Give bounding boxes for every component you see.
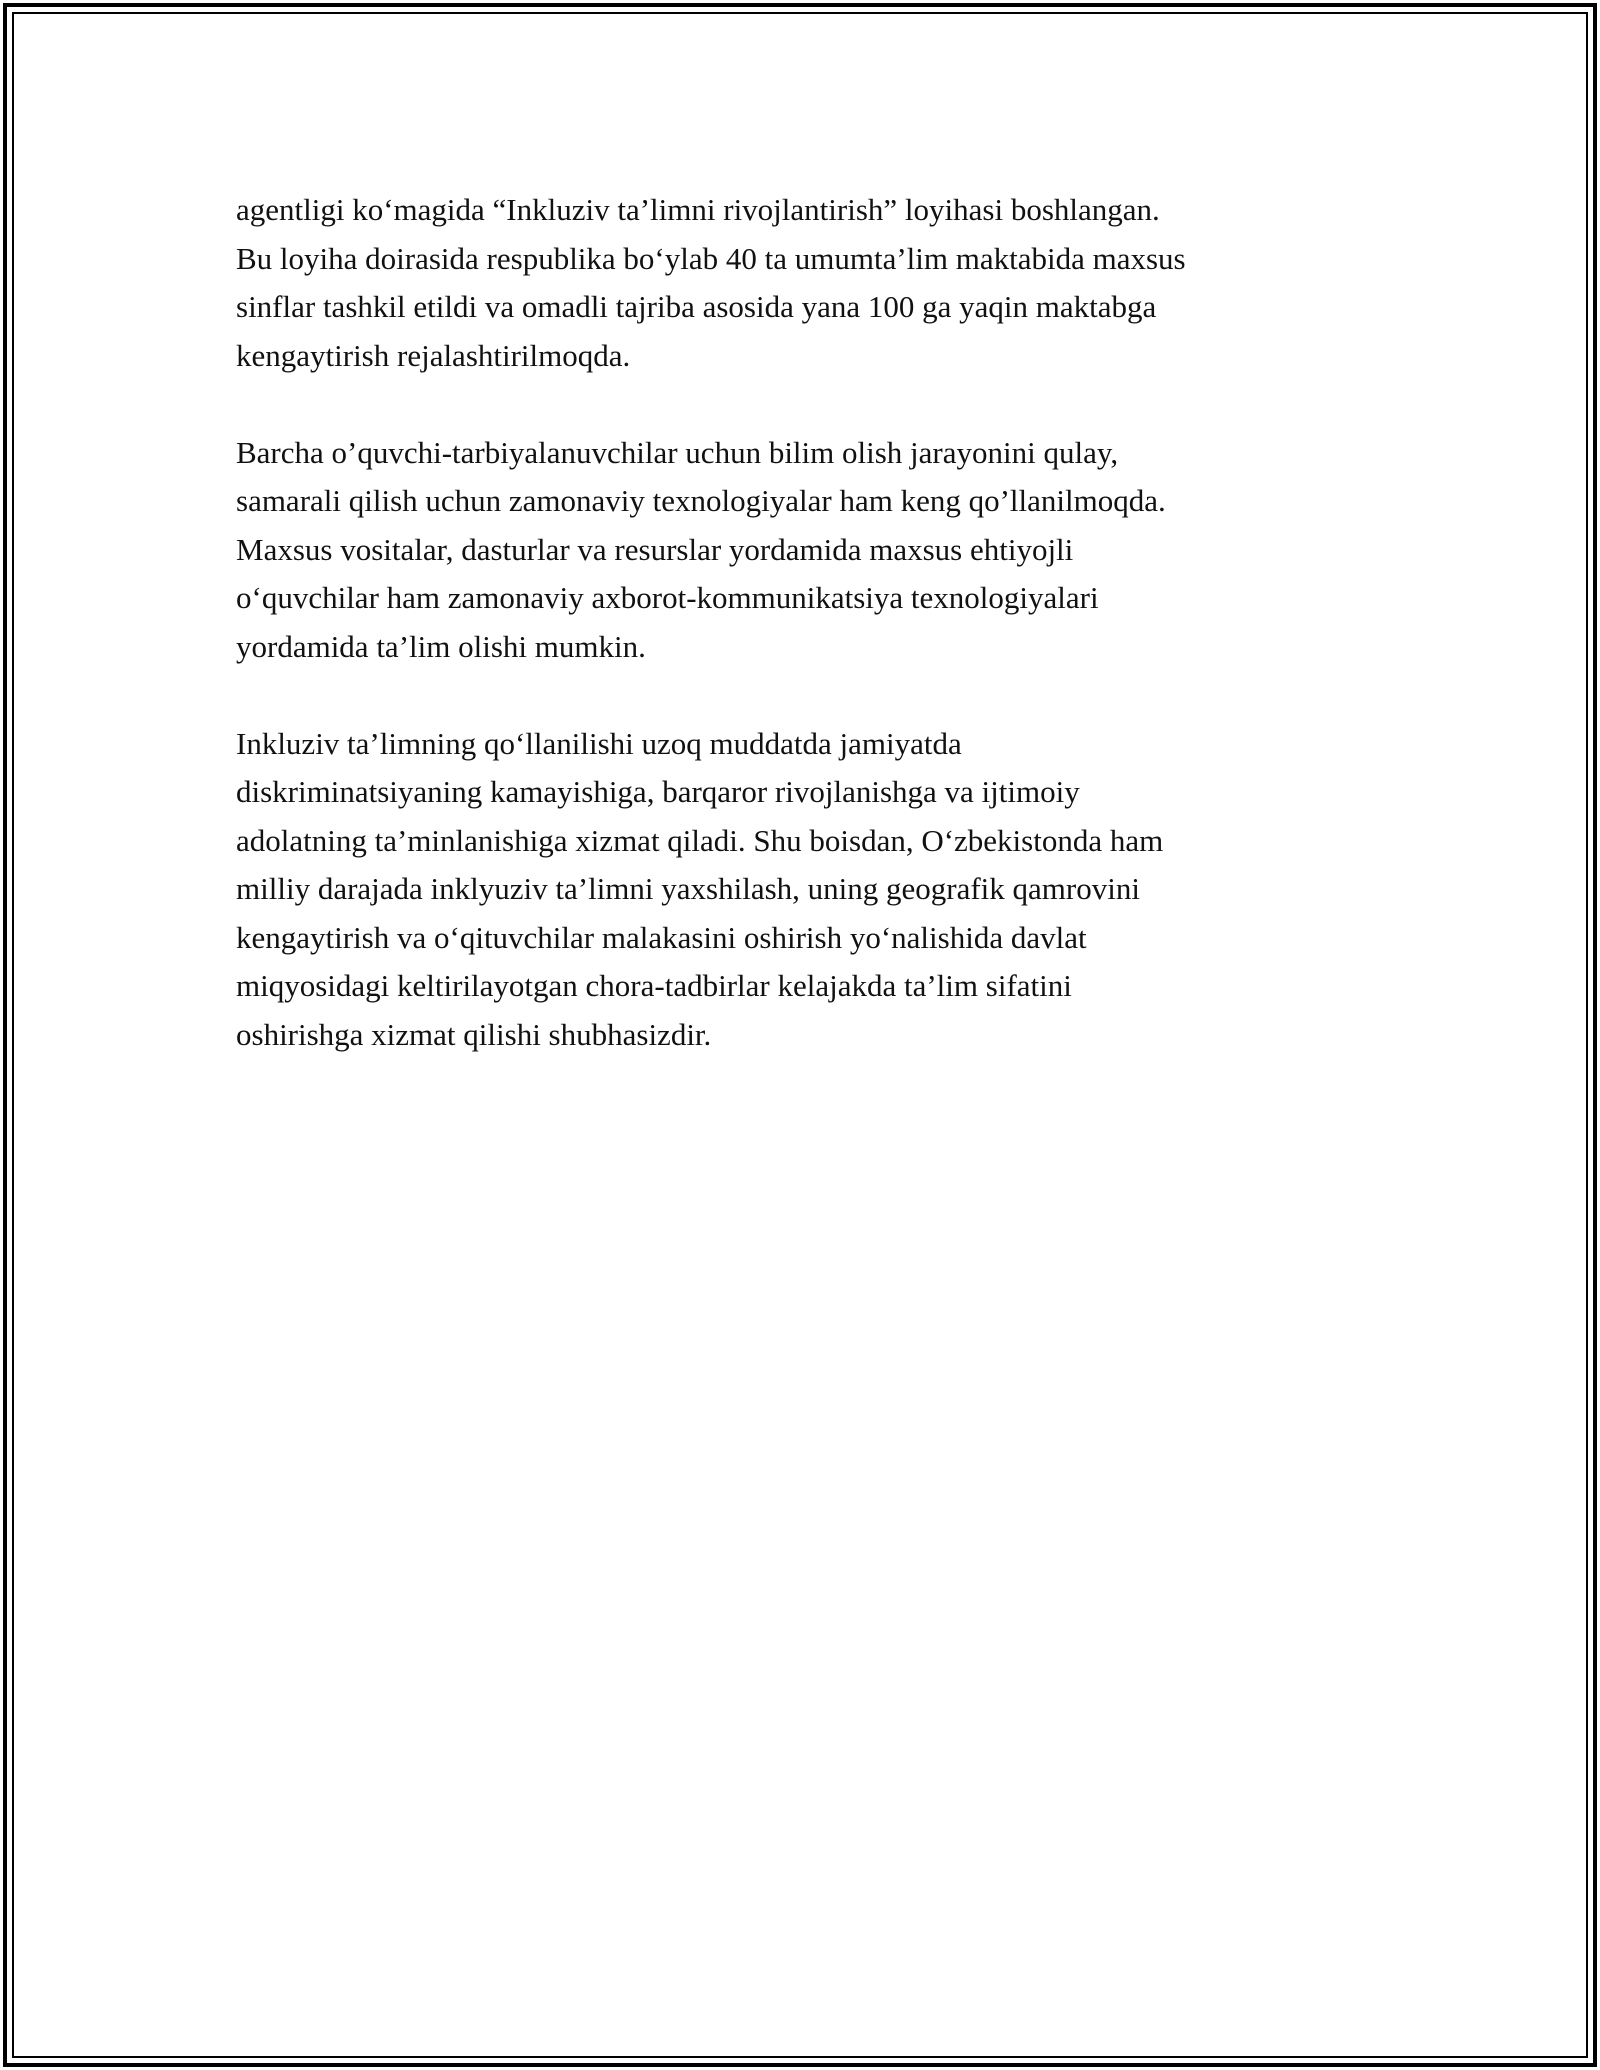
text-line: diskriminatsiyaning kamayishiga, barqaror rivojlanishga va ijtimoiy <box>236 774 1080 809</box>
text-line: Maxsus vositalar, dasturlar va resurslar yordamida maxsus ehtiyojli <box>236 531 1074 567</box>
text-line: Barcha o’quvchi-tarbiyalanuvchilar uchun bilim olish jarayonini qulay, <box>236 434 1119 470</box>
document-body <box>236 186 1386 1108</box>
paragraph-technologies <box>236 429 1386 672</box>
text-line: sinflar tashkil etildi va omadli tajriba asosida yana 100 ga yaqin maktabga <box>236 289 1157 324</box>
text-line: miqyosidagi keltirilayotgan chora-tadbirlar kelajakda ta’lim sifatini <box>236 968 1072 1003</box>
text-line: Inkluziv ta’limning qo‘llanilishi uzoq muddatda jamiyatda <box>236 725 962 761</box>
text-line: Bu loyiha doirasida respublika bo‘ylab 40 ta umumta’lim maktabida maxsus <box>236 240 1186 276</box>
paragraph-conclusion <box>236 720 1386 1060</box>
text-line: samarali qilish uchun zamonaviy texnologiyalar ham keng qo’llanilmoqda. <box>236 483 1166 518</box>
text-line: adolatning ta’minlanishiga xizmat qiladi. Shu boisdan, O‘zbekistonda ham <box>236 822 1164 858</box>
text-line: agentligi ko‘magida “Inkluziv ta’limni rivojlantirish” loyihasi boshlangan. <box>236 192 1160 227</box>
text-line: o‘quvchilar ham zamonaviy axborot-kommunikatsiya texnologiyalari <box>236 580 1099 615</box>
text-line: yordamida ta’lim olishi mumkin. <box>236 628 646 664</box>
paragraph-project <box>236 186 1386 380</box>
text-line: kengaytirish rejalashtirilmoqda. <box>236 337 631 373</box>
text-line: kengaytirish va o‘qituvchilar malakasini oshirish yo‘nalishida davlat <box>236 919 1087 955</box>
text-line: oshirishga xizmat qilishi shubhasizdir. <box>236 1016 712 1052</box>
text-line: milliy darajada inklyuziv ta’limni yaxshilash, uning geografik qamrovini <box>236 871 1140 906</box>
